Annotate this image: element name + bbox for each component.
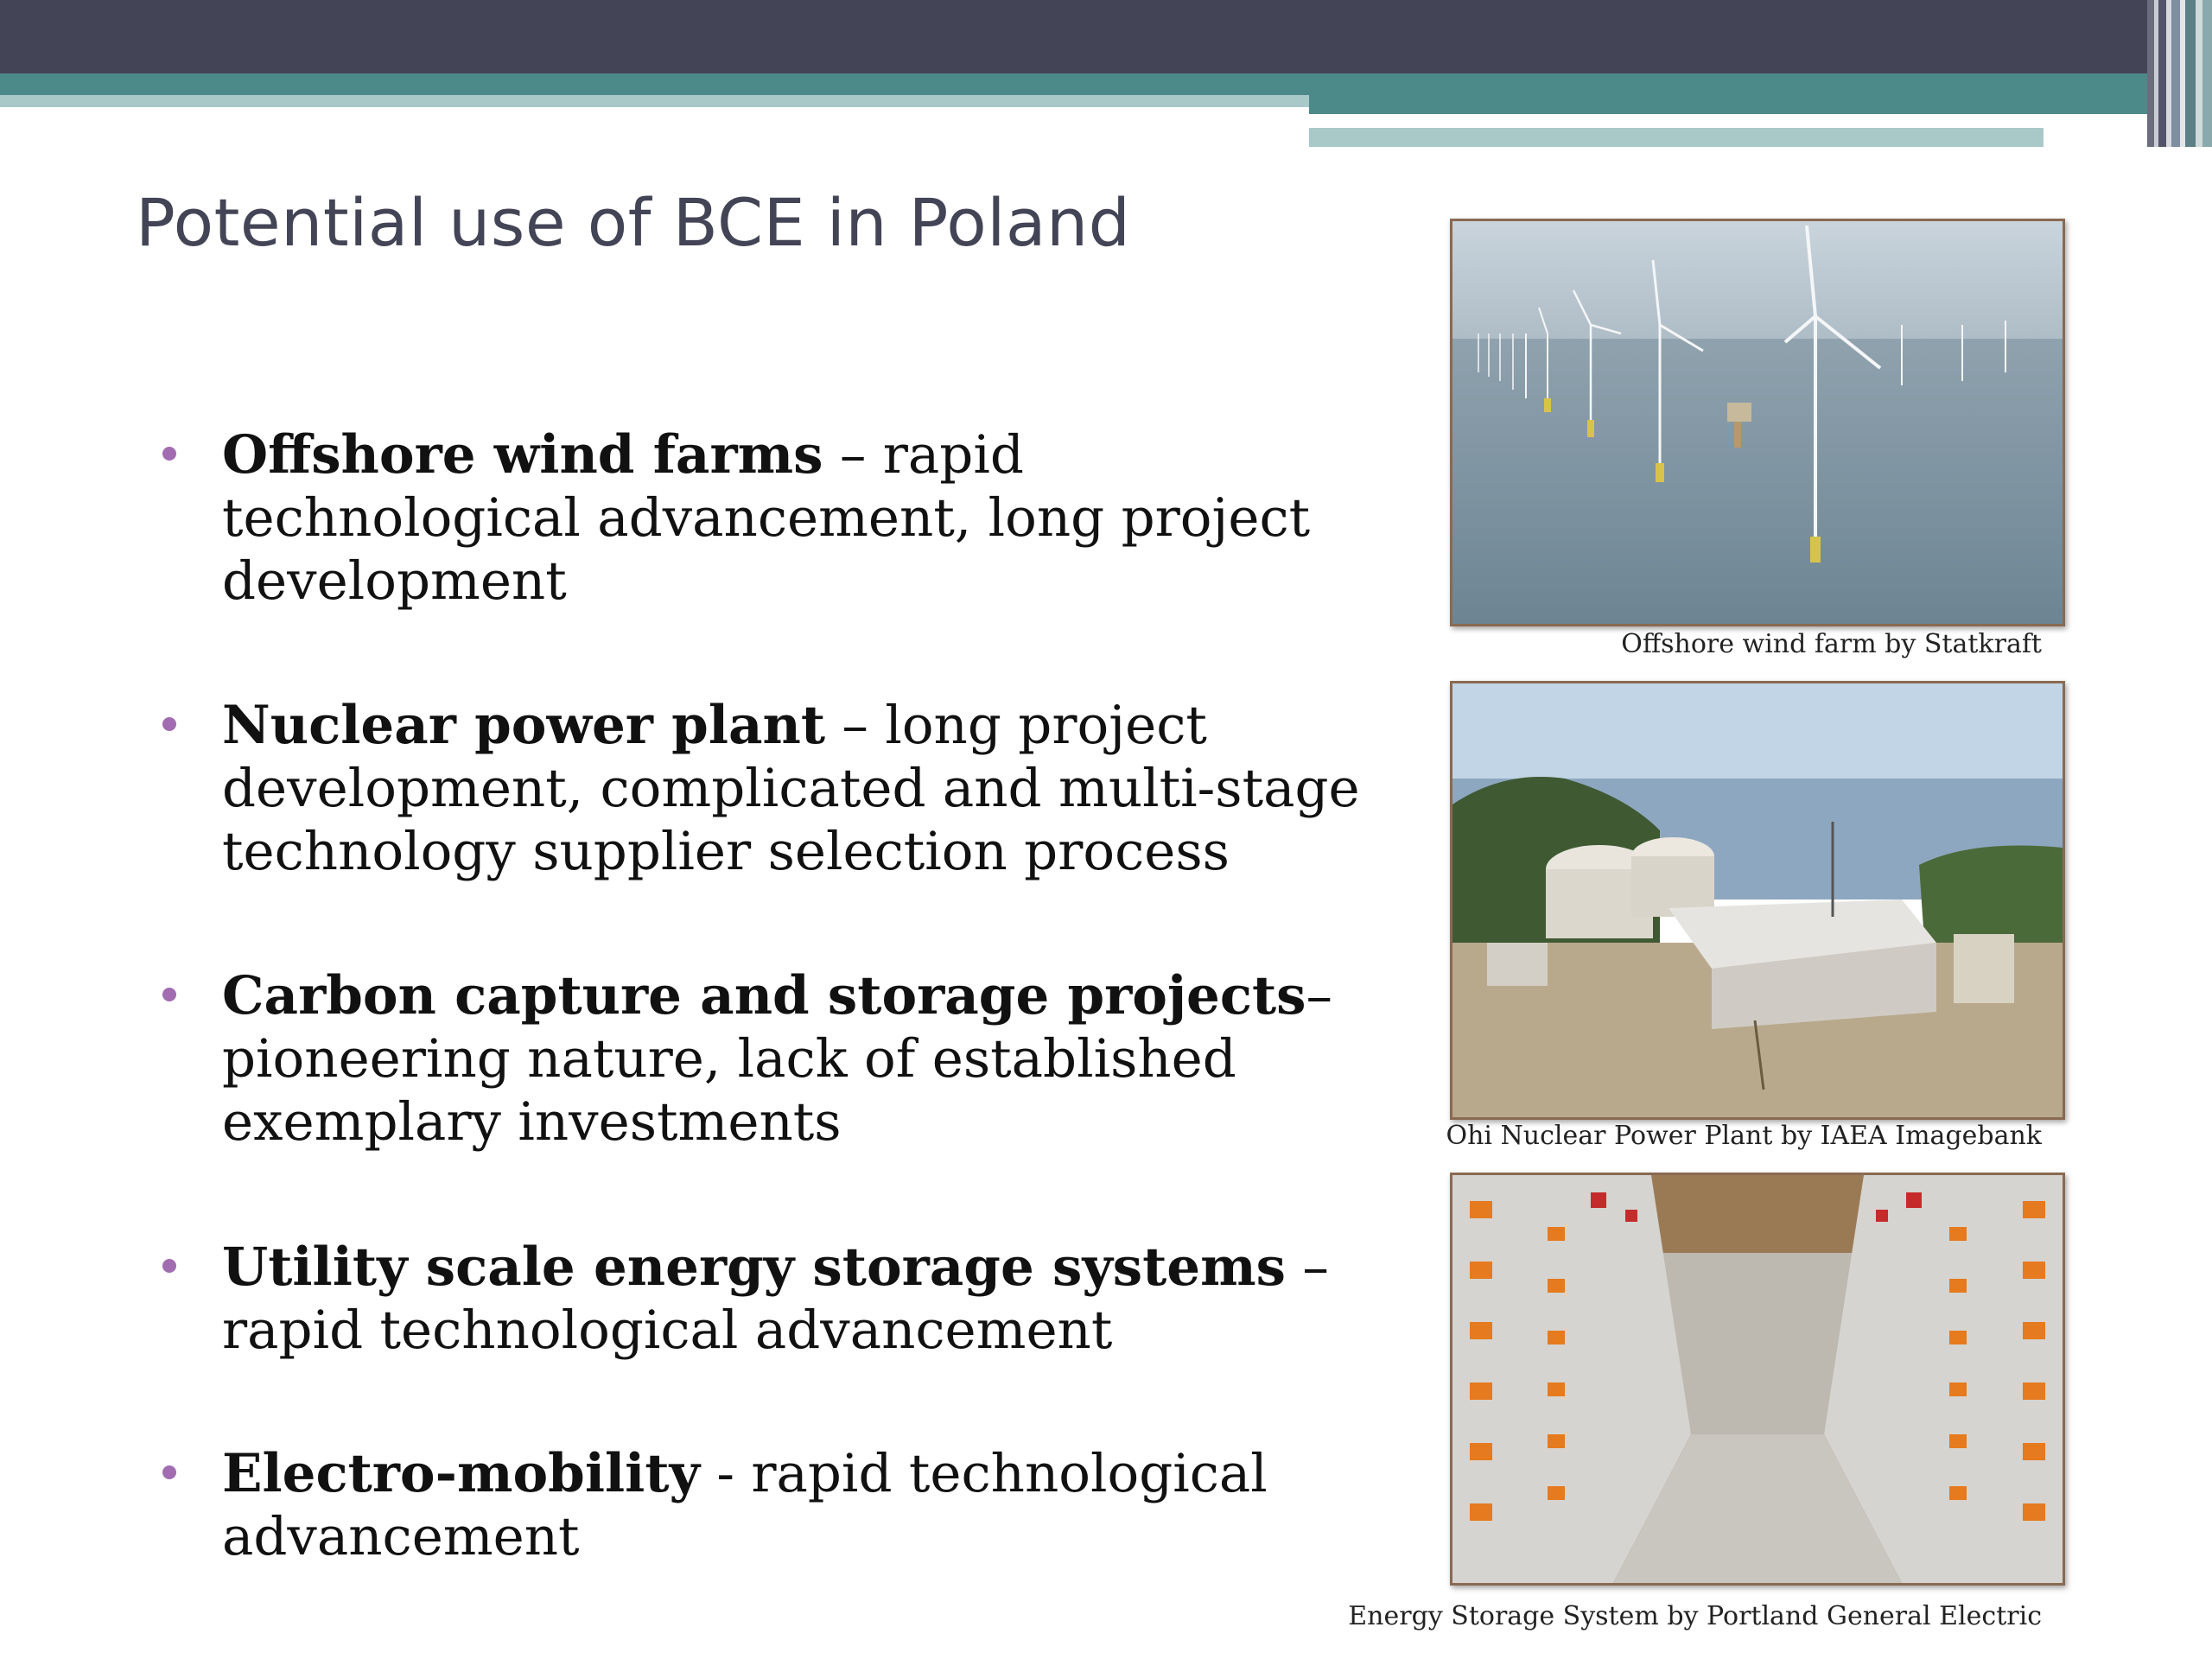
bullet-dot-icon — [162, 717, 176, 731]
bullet-description: – rapid technological advancement — [222, 1236, 1329, 1361]
photo-caption: Ohi Nuclear Power Plant by IAEA Imagebank — [1446, 1121, 2042, 1151]
header-stripes — [2147, 0, 2212, 147]
bullet-dot-icon — [162, 1259, 176, 1273]
bullet-dot-icon — [162, 988, 176, 1001]
bullet-description: – long project development, complicated and multi-stage technology supplier selection process — [222, 695, 1360, 882]
bullet-dot-icon — [162, 1465, 176, 1479]
bullet-dot-icon — [162, 447, 176, 461]
slide-title: Potential use of BCE in Poland — [136, 184, 1131, 261]
header-light-bar — [0, 95, 1309, 107]
bullet-description: - rapid technological advancement — [222, 1443, 1268, 1567]
nuclear-power-plant-photo — [1450, 681, 2065, 1120]
header-bar — [0, 0, 2212, 73]
photo-caption: Offshore wind farm by Statkraft — [1621, 629, 2042, 659]
bullet-heading: Carbon capture and storage projects — [222, 965, 1306, 1027]
header-divider-line — [1309, 121, 2048, 126]
header-accent-bar — [0, 73, 2212, 95]
bullet-heading: Offshore wind farms — [222, 424, 823, 486]
bullet-heading: Electro-mobility — [222, 1443, 700, 1504]
header-light-bar-right — [1309, 128, 2044, 147]
header-accent-bar-right — [1309, 95, 2212, 114]
offshore-wind-farm-photo — [1450, 219, 2065, 626]
bullet-description: – rapid technological advancement, long project development — [222, 424, 1311, 612]
photo-caption: Energy Storage System by Portland General Electric — [1348, 1601, 2042, 1631]
bullet-heading: Nuclear power plant — [222, 695, 826, 756]
bullet-heading: Utility scale energy storage systems — [222, 1236, 1286, 1298]
energy-storage-photo — [1450, 1173, 2065, 1586]
bullet-description: – pioneering nature, lack of established exemplary investments — [222, 965, 1333, 1153]
